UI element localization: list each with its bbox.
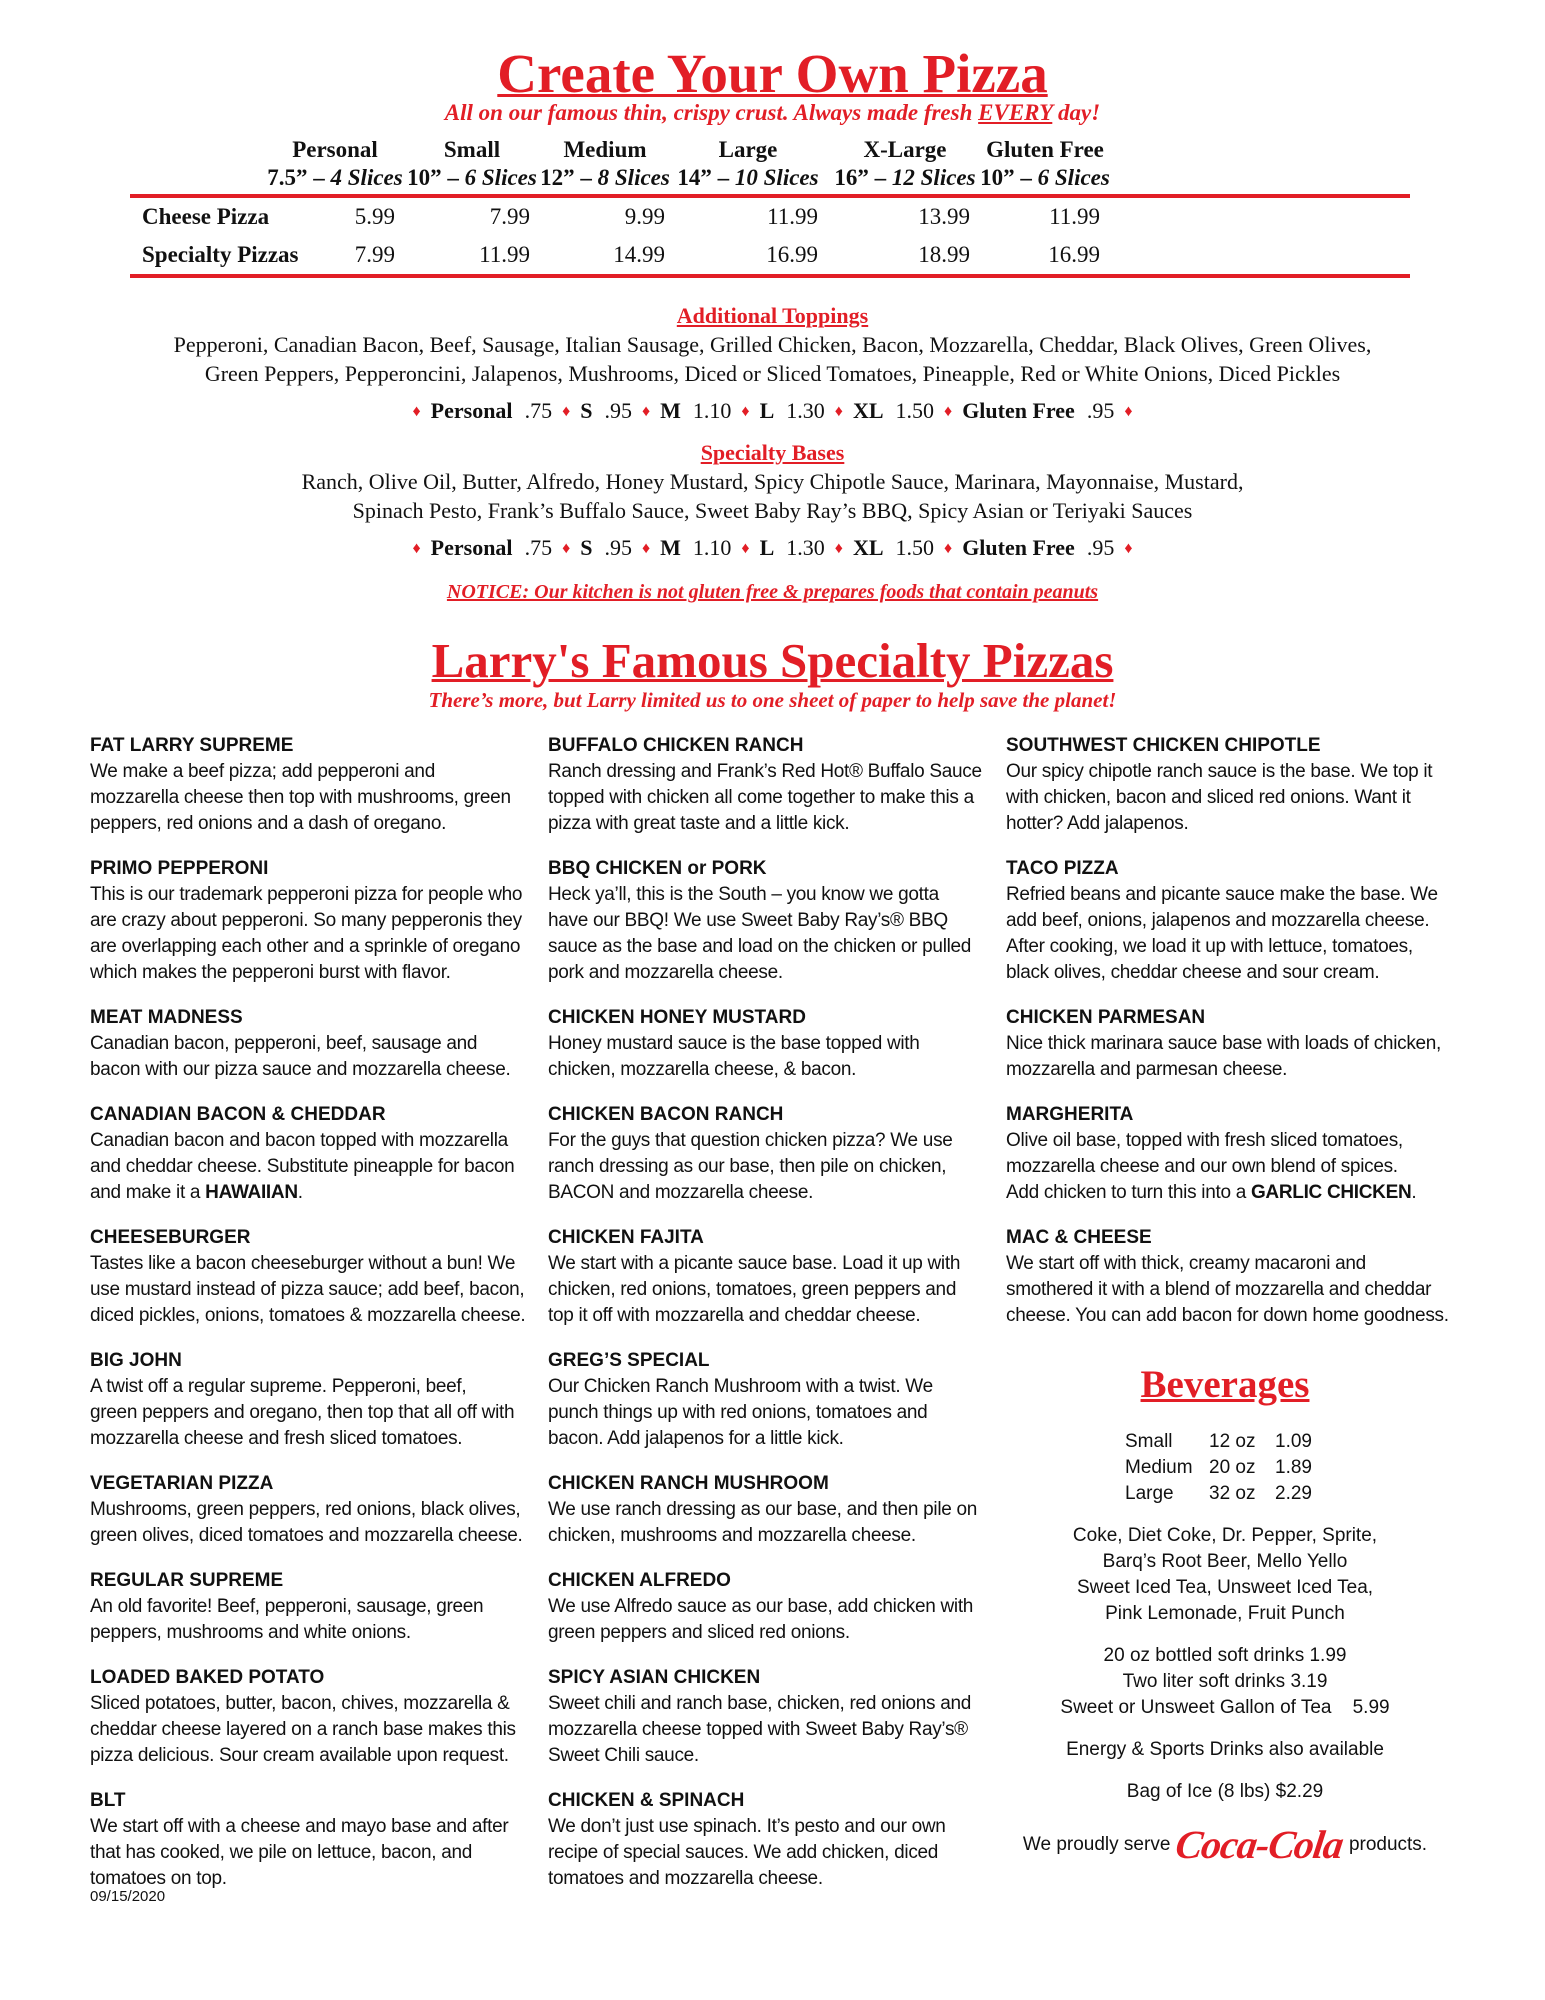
pizza-item (90, 733, 542, 837)
pizza-description-line: mozzarella and parmesan cheese. (1006, 1059, 1288, 1080)
pizza-description-line: We start off with thick, creamy macaroni and (1006, 1253, 1366, 1274)
diamond-icon: ♦ (641, 540, 651, 557)
diamond-icon: ♦ (944, 403, 953, 420)
pizza-description-line: An old favorite! Beef, pepperoni, sausage, green (90, 1596, 484, 1617)
price-label: L (759, 398, 775, 423)
price-table (130, 136, 1410, 267)
pizza-name: BIG JOHN (90, 1350, 182, 1371)
size-detail (668, 164, 828, 192)
pizza-name: PRIMO PEPPERONI (90, 858, 269, 879)
pizza-description-line: cheese. You can add bacon for down home goodness. (1006, 1305, 1449, 1326)
price-value: 1.50 (895, 535, 935, 560)
size-detail (965, 164, 1125, 192)
specialty-title: Larry's Famous Specialty Pizzas (431, 633, 1114, 688)
pizza-item (548, 1005, 1000, 1083)
price-cell: 7.99 (489, 204, 530, 229)
price-value: .95 (1086, 535, 1115, 560)
pizza-description-line: peppers, red onions and a dash of oregano. (90, 813, 447, 834)
size-inches: 14” – (677, 165, 735, 190)
pizza-description-line: Canadian bacon and bacon topped with mozzarella (90, 1130, 508, 1151)
pizza-description-line: pork and mozzarella cheese. (548, 962, 783, 983)
beverages-title: Beverages (1140, 1363, 1310, 1406)
pizza-description-line: tomatoes on top. (90, 1868, 227, 1889)
size-inches: 10” – (980, 165, 1038, 190)
bottled-line: Sweet or Unsweet Gallon of Tea 5.99 (1060, 1697, 1390, 1718)
pizza-description-line: mozzarella cheese topped with Sweet Baby Ray’s® (548, 1719, 968, 1740)
pizza-name: BBQ CHICKEN or PORK (548, 858, 767, 879)
serve-post: products. (1348, 1833, 1428, 1855)
bottled-line: Two liter soft drinks 3.19 (1122, 1671, 1328, 1692)
pizza-description-line: mozzarella cheese then top with mushrooms, green (90, 787, 511, 808)
pizza-description-line: pizza with great taste and a little kick. (548, 813, 850, 834)
pizza-name: CHICKEN FAJITA (548, 1227, 704, 1248)
pizza-description-line: cheddar cheese layered on a ranch base makes this (90, 1719, 516, 1740)
beverage-size-name: Medium (1125, 1457, 1193, 1478)
pizza-description-line (90, 1180, 542, 1206)
price-table-header (130, 136, 1410, 194)
pizza-description-line: Honey mustard sauce is the base topped with (548, 1033, 920, 1054)
size-slices: 6 Slices (464, 165, 537, 190)
size-slices: 8 Slices (597, 165, 670, 190)
pizza-description-line: chicken, mozzarella cheese, & bacon. (548, 1059, 857, 1080)
drink-line: Barq’s Root Beer, Mello Yello (1102, 1551, 1348, 1572)
pizza-name: CHICKEN RANCH MUSHROOM (548, 1473, 829, 1494)
size-name: Personal (292, 137, 378, 162)
size-name: Gluten Free (986, 137, 1104, 162)
beverage-size-oz: 32 oz (1209, 1483, 1256, 1504)
pizza-description-line: sauce as the base and load on the chicken or pulled (548, 936, 972, 957)
pizza-item (90, 1665, 542, 1769)
desc-text: and make it a (90, 1182, 206, 1203)
pizza-description-line: diced pickles, onions, tomatoes & mozzarella cheese. (90, 1305, 526, 1326)
pizza-name: BLT (90, 1790, 126, 1811)
price-value: .95 (604, 398, 632, 423)
price-cell: 16.99 (1048, 242, 1100, 267)
pizza-description-line: peppers, mushrooms and white onions. (90, 1622, 411, 1643)
pizza-name: VEGETARIAN PIZZA (90, 1473, 274, 1494)
pizza-item (90, 1471, 542, 1549)
price-value: 1.10 (692, 535, 732, 560)
pizza-description-line: We use ranch dressing as our base, and then pile on (548, 1499, 978, 1520)
bases-heading: Specialty Bases (700, 440, 845, 465)
pizza-description-line: smothered it with a blend of mozzarella and cheddar (1006, 1279, 1432, 1300)
bases-list: Ranch, Olive Oil, Butter, Alfredo, Honey Mustard, Spicy Chipotle Sauce, Marinara, Mayonnaise, Mustard, Spinach Pesto, Frank’s Buffalo Sauce, Sweet Baby Ray’s BBQ, Spicy Asian or Teriyaki Sauces (301, 469, 1244, 523)
toppings-heading: Additional Toppings (676, 303, 869, 328)
pizza-description-line: tomatoes and mozzarella cheese. (548, 1868, 823, 1889)
pizza-name: MARGHERITA (1006, 1104, 1134, 1125)
pizza-description-line: top it off with mozzarella and cheddar cheese. (548, 1305, 921, 1326)
pizza-item (548, 1665, 1000, 1769)
pizza-name: MAC & CHEESE (1006, 1227, 1152, 1248)
size-name: Large (718, 137, 778, 162)
pizza-description-line: pizza delicious. Sour cream available upon request. (90, 1745, 509, 1766)
pizza-item (548, 733, 1000, 837)
specialty-tagline: There’s more, but Larry limited us to one sheet of paper to help save the planet! (428, 688, 1117, 712)
pizza-name: GREG’S SPECIAL (548, 1350, 710, 1371)
price-cell: 5.99 (354, 204, 395, 229)
price-value: .95 (1086, 398, 1115, 423)
bases-prices (0, 535, 1545, 561)
size-column-header (668, 136, 828, 192)
row-label: Cheese Pizza (142, 204, 270, 229)
pizza-item (1006, 856, 1458, 986)
price-cell: 9.99 (624, 204, 665, 229)
pizza-item (548, 1102, 1000, 1206)
pizza-description-line (1006, 1180, 1458, 1206)
pizza-item (90, 1568, 542, 1646)
pizza-item (90, 1005, 542, 1083)
pizza-name: FAT LARRY SUPREME (90, 735, 294, 756)
drink-line: Pink Lemonade, Fruit Punch (1105, 1603, 1345, 1624)
pizza-description-line: For the guys that question chicken pizza? We use (548, 1130, 953, 1151)
allergen-notice: NOTICE: Our kitchen is not gluten free & prepares foods that contain peanuts (446, 581, 1099, 603)
pizza-description-line: mozzarella cheese and our own blend of spices. (1006, 1156, 1398, 1177)
pizza-item (1006, 1102, 1458, 1206)
price-label: M (660, 535, 681, 560)
pizza-description-line: BACON and mozzarella cheese. (548, 1182, 814, 1203)
pizza-description-line: are crazy about pepperoni. So many pepperonis they (90, 910, 522, 931)
size-inches: 10” – (407, 165, 465, 190)
size-detail (255, 164, 415, 192)
diamond-icon: ♦ (412, 403, 421, 420)
diamond-icon: ♦ (944, 540, 953, 557)
pizza-item (90, 1225, 542, 1329)
pizza-description-line: are overlapping each other and a sprinkle of oregano (90, 936, 521, 957)
pizza-column-3 (1006, 733, 1458, 1329)
price-cell: 11.99 (767, 204, 818, 229)
pizza-item (1006, 1005, 1458, 1083)
diamond-icon: ♦ (834, 403, 843, 420)
pizza-item (90, 1348, 542, 1452)
pizza-description-line: recipe of special sauces. We add chicken, diced (548, 1842, 939, 1863)
pizza-description-line: Nice thick marinara sauce base with loads of chicken, (1006, 1033, 1442, 1054)
pizza-description-line: Sweet Chili sauce. (548, 1745, 699, 1766)
bottled-line: 20 oz bottled soft drinks 1.99 (1103, 1645, 1347, 1666)
pizza-item (548, 1568, 1000, 1646)
pizza-name: MEAT MADNESS (90, 1007, 243, 1028)
table-row (130, 198, 1410, 236)
menu-date: 09/15/2020 (90, 1888, 166, 1905)
pizza-name: CANADIAN BACON & CHEDDAR (90, 1104, 386, 1125)
diamond-icon: ♦ (834, 540, 843, 557)
desc-text: . (1411, 1182, 1417, 1203)
pizza-description-line: Canadian bacon, pepperoni, beef, sausage and (90, 1033, 478, 1054)
price-label: Personal (430, 535, 513, 560)
size-slices: 6 Slices (1037, 165, 1110, 190)
diamond-icon: ♦ (641, 403, 651, 420)
pizza-description-line: A twist off a regular supreme. Pepperoni, beef, (90, 1376, 467, 1397)
price-value: .95 (604, 535, 632, 560)
price-cell: 18.99 (918, 242, 970, 267)
diamond-icon: ♦ (562, 403, 571, 420)
pizza-name: CHICKEN HONEY MUSTARD (548, 1007, 806, 1028)
beverage-size-price: 1.09 (1275, 1431, 1312, 1452)
price-label: Gluten Free (962, 398, 1075, 423)
size-column-header (525, 136, 685, 192)
pizza-name: SPICY ASIAN CHICKEN (548, 1667, 761, 1688)
pizza-description-line: black olives, cheddar cheese and sour cream. (1006, 962, 1380, 983)
pizza-description-line: which makes the pepperoni burst with flavor. (90, 962, 451, 983)
pizza-column-2 (548, 733, 1000, 1892)
size-name: Medium (563, 137, 647, 162)
pizza-name: LOADED BAKED POTATO (90, 1667, 325, 1688)
beverage-size-price: 2.29 (1275, 1483, 1312, 1504)
price-label: L (759, 535, 775, 560)
beverage-size-price: 1.89 (1275, 1457, 1312, 1478)
size-column-header (965, 136, 1125, 192)
pizza-description-line: hotter? Add jalapenos. (1006, 813, 1189, 834)
pizza-column-1 (90, 733, 542, 1892)
size-name: Small (443, 137, 501, 162)
toppings-list: Pepperoni, Canadian Bacon, Beef, Sausage, Italian Sausage, Grilled Chicken, Bacon, Mozzarella, Cheddar, Black Olives, Green Olives, Green Peppers, Pepperoncini, Jalapenos, Mushrooms, Diced or Sliced Tomatoes, Pineapple, Red or White Onions, Diced Pickles (173, 332, 1372, 386)
price-value: 1.10 (692, 398, 732, 423)
pizza-description-line: with chicken, bacon and sliced red onions. Want it (1006, 787, 1411, 808)
price-cell: 16.99 (766, 242, 818, 267)
beverage-size-name: Large (1125, 1483, 1174, 1504)
pizza-item (90, 1788, 542, 1892)
pizza-description-line: have our BBQ! We use Sweet Baby Ray’s® BBQ (548, 910, 948, 931)
diamond-icon: ♦ (562, 540, 571, 557)
pizza-description-line: use mustard instead of pizza sauce; add beef, bacon, (90, 1279, 525, 1300)
pizza-description-line: ranch dressing as our base, then pile on chicken, (548, 1156, 947, 1177)
pizza-description-line: green olives, diced tomatoes and mozzarella cheese. (90, 1525, 523, 1546)
pizza-description-line: green peppers and sliced red onions. (548, 1622, 850, 1643)
pizza-description-line: We start with a picante sauce base. Load it up with (548, 1253, 961, 1274)
pizza-description-line: and cheddar cheese. Substitute pineapple for bacon (90, 1156, 515, 1177)
price-label: S (580, 535, 593, 560)
price-cell: 11.99 (479, 242, 530, 267)
size-slices: 4 Slices (330, 165, 403, 190)
diamond-icon: ♦ (741, 403, 750, 420)
pizza-item (1006, 733, 1458, 837)
drink-line: Sweet Iced Tea, Unsweet Iced Tea, (1076, 1577, 1374, 1598)
toppings-prices (0, 398, 1545, 424)
pizza-name: CHEESEBURGER (90, 1227, 251, 1248)
size-column-header (825, 136, 985, 192)
row-label: Specialty Pizzas (142, 242, 299, 267)
beverage-size-row (1125, 1481, 1325, 1507)
coca-cola-logo: Coca-Cola (1173, 1822, 1347, 1867)
pizza-description-line: chicken, red onions, tomatoes, green peppers and (548, 1279, 957, 1300)
pizza-name: TACO PIZZA (1006, 858, 1119, 879)
drink-line: Coke, Diet Coke, Dr. Pepper, Sprite, (1072, 1525, 1378, 1546)
size-inches: 16” – (834, 165, 892, 190)
pizza-name: SOUTHWEST CHICKEN CHIPOTLE (1006, 735, 1321, 756)
pizza-description-line: This is our trademark pepperoni pizza for people who (90, 884, 523, 905)
price-cell: 13.99 (918, 204, 970, 229)
desc-highlight: GARLIC CHICKEN (1250, 1182, 1412, 1203)
price-value: .75 (524, 398, 553, 423)
pizza-name: CHICKEN BACON RANCH (548, 1104, 784, 1125)
beverage-sizes (1125, 1429, 1325, 1507)
pizza-description-line: topped with chicken all come together to make this a (548, 787, 974, 808)
serve-pre: We proudly serve (1022, 1833, 1171, 1855)
price-cell: 14.99 (613, 242, 665, 267)
price-label: Gluten Free (962, 535, 1075, 560)
price-label: S (580, 398, 593, 423)
pizza-name: BUFFALO CHICKEN RANCH (548, 735, 804, 756)
pizza-description-line: green peppers and oregano, then top that all off with (90, 1402, 515, 1423)
beverage-size-oz: 12 oz (1209, 1431, 1256, 1452)
pizza-name: CHICKEN PARMESAN (1006, 1007, 1206, 1028)
pizza-description-line: Our spicy chipotle ranch sauce is the base. We top it (1006, 761, 1433, 782)
pizza-description-line: that has cooked, we pile on lettuce, bacon, and (90, 1842, 473, 1863)
pizza-item (548, 1225, 1000, 1329)
pizza-item (548, 1788, 1000, 1892)
size-inches: 12” – (540, 165, 598, 190)
bottled-prices (1005, 1643, 1445, 1721)
beverage-size-name: Small (1125, 1431, 1173, 1452)
ice-price: Bag of Ice (8 lbs) $2.29 (1126, 1781, 1324, 1802)
table-divider (130, 274, 1410, 278)
pizza-item (548, 856, 1000, 986)
desc-text: Add chicken to turn this into a (1006, 1182, 1251, 1203)
pizza-item (548, 1348, 1000, 1452)
price-label: XL (852, 535, 884, 560)
price-label: XL (852, 398, 884, 423)
pizza-description-line: We use Alfredo sauce as our base, add chicken with (548, 1596, 974, 1617)
pizza-description-line: We don’t just use spinach. It’s pesto and our own (548, 1816, 946, 1837)
pizza-description-line: Our Chicken Ranch Mushroom with a twist. We (548, 1376, 933, 1397)
price-value: 1.30 (786, 535, 825, 560)
size-slices: 12 Slices (891, 165, 976, 190)
pizza-description-line: We start off with a cheese and mayo base and after (90, 1816, 509, 1837)
price-label: M (660, 398, 681, 423)
pizza-item (1006, 1225, 1458, 1329)
drink-list (1005, 1523, 1445, 1627)
beverage-size-row (1125, 1429, 1325, 1455)
pizza-description-line: Olive oil base, topped with fresh sliced tomatoes, (1006, 1130, 1403, 1151)
beverages-section (1005, 1362, 1445, 1868)
pizza-description-line: Tastes like a bacon cheeseburger without a bun! We (90, 1253, 516, 1274)
pizza-name: CHICKEN & SPINACH (548, 1790, 745, 1811)
price-label: Personal (430, 398, 513, 423)
size-column-header (255, 136, 415, 192)
diamond-icon: ♦ (1124, 403, 1133, 420)
pizza-description-line: Heck ya’ll, this is the South – you know we gotta (548, 884, 939, 905)
pizza-item (548, 1471, 1000, 1549)
pizza-description-line: punch things up with red onions, tomatoes and (548, 1402, 928, 1423)
price-value: 1.30 (786, 398, 825, 423)
diamond-icon: ♦ (741, 540, 750, 557)
tagline: All on our famous thin, crispy crust. Always made fresh EVERY day! (444, 100, 1101, 125)
diamond-icon: ♦ (412, 540, 421, 557)
pizza-description-line: Mushrooms, green peppers, red onions, black olives, (90, 1499, 521, 1520)
price-cell: 11.99 (1049, 204, 1100, 229)
price-value: .75 (524, 535, 553, 560)
beverage-size-row (1125, 1455, 1325, 1481)
diamond-icon: ♦ (1124, 540, 1133, 557)
pizza-description-line: Refried beans and picante sauce make the base. We (1006, 884, 1438, 905)
beverage-size-oz: 20 oz (1209, 1457, 1256, 1478)
price-cell: 7.99 (354, 242, 395, 267)
energy-drinks-note: Energy & Sports Drinks also available (1066, 1739, 1384, 1760)
pizza-description-line: mozzarella cheese and fresh sliced tomatoes. (90, 1428, 463, 1449)
pizza-name: REGULAR SUPREME (90, 1570, 284, 1591)
pizza-description-line: Ranch dressing and Frank’s Red Hot® Buffalo Sauce (548, 761, 982, 782)
pizza-description-line: bacon. Add jalapenos for a little kick. (548, 1428, 844, 1449)
table-row (130, 236, 1410, 274)
pizza-description-line: After cooking, we load it up with lettuce, tomatoes, (1006, 936, 1413, 957)
pizza-description-line: bacon with our pizza sauce and mozzarella cheese. (90, 1059, 511, 1080)
pizza-description-line: Sliced potatoes, butter, bacon, chives, mozzarella & (90, 1693, 510, 1714)
coca-cola-serve (1005, 1821, 1445, 1868)
size-slices: 10 Slices (734, 165, 819, 190)
pizza-description-line: We make a beef pizza; add pepperoni and (90, 761, 435, 782)
price-value: 1.50 (895, 398, 935, 423)
size-detail (525, 164, 685, 192)
desc-text: . (297, 1182, 303, 1203)
pizza-description-line: Sweet chili and ranch base, chicken, red onions and (548, 1693, 972, 1714)
pizza-item (90, 1102, 542, 1206)
desc-highlight: HAWAIIAN (205, 1182, 298, 1203)
pizza-description-line: chicken, mushrooms and mozzarella cheese. (548, 1525, 916, 1546)
pizza-description-line: add beef, onions, jalapenos and mozzarella cheese. (1006, 910, 1430, 931)
size-inches: 7.5” – (267, 165, 331, 190)
page-title: Create Your Own Pizza (497, 43, 1048, 104)
pizza-item (90, 856, 542, 986)
size-detail (825, 164, 985, 192)
size-name: X-Large (863, 137, 947, 162)
pizza-name: CHICKEN ALFREDO (548, 1570, 731, 1591)
